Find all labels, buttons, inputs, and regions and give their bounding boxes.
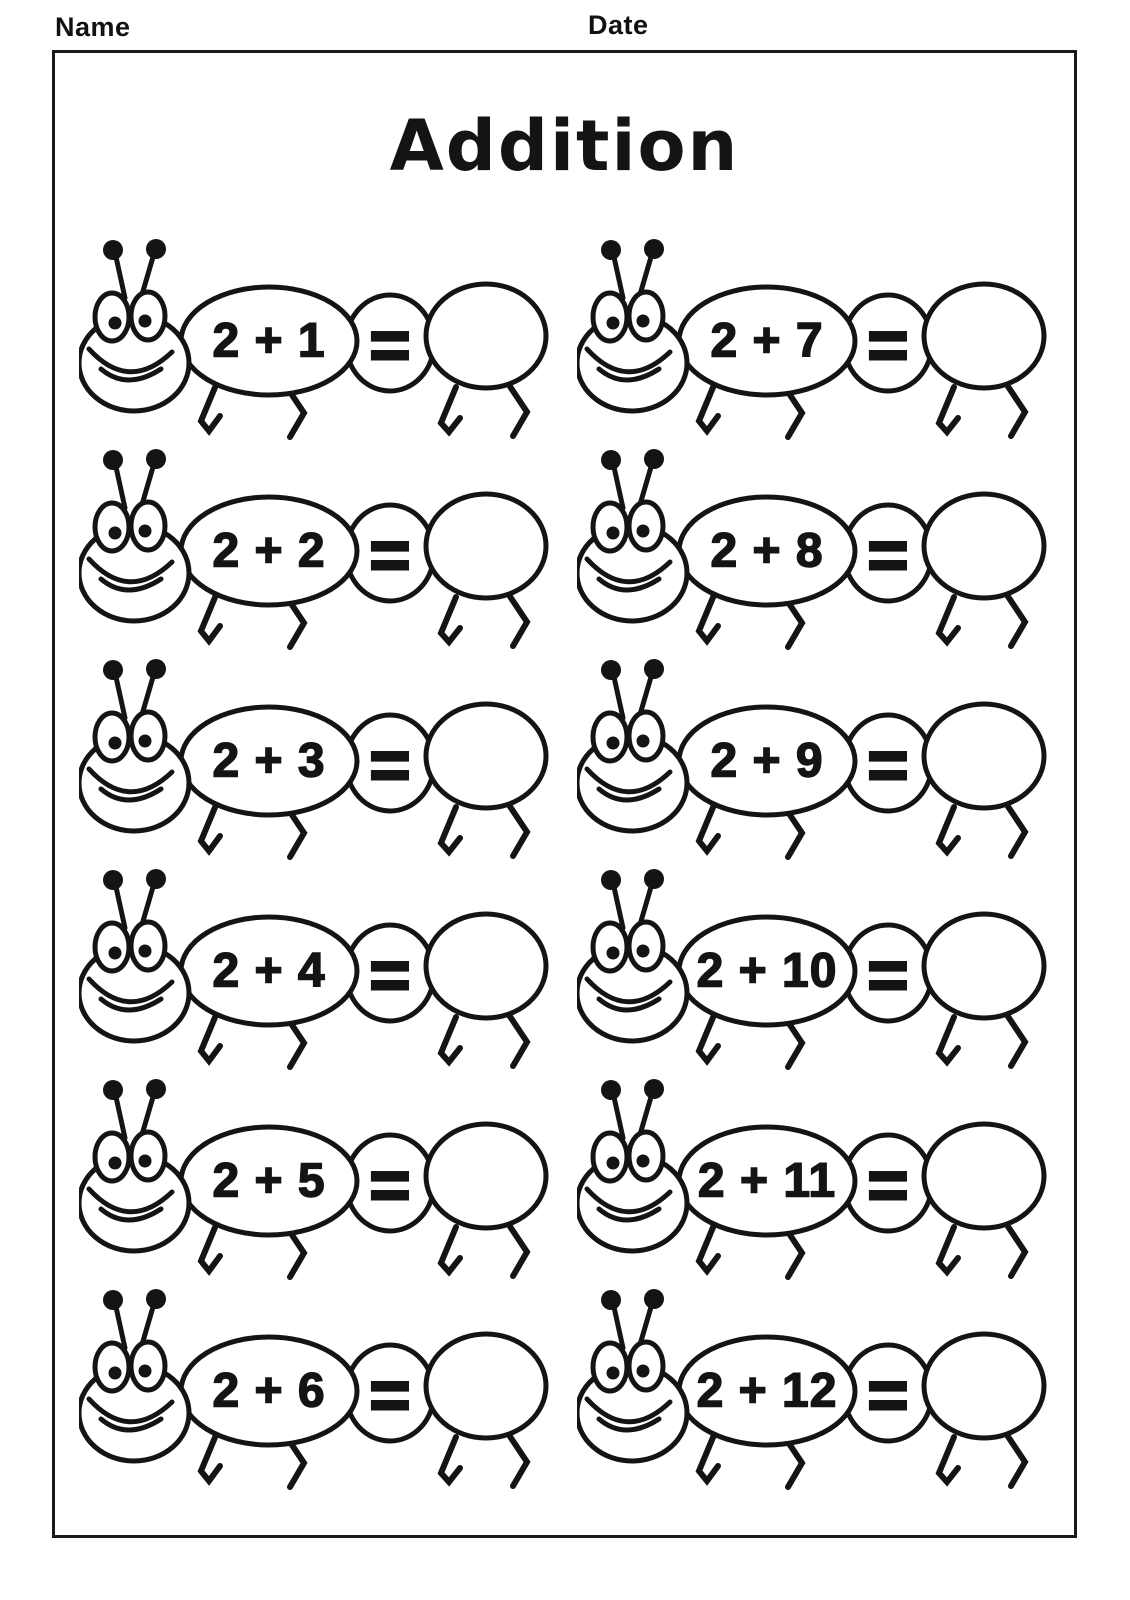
problem-expression: 2 + 9 [710, 734, 824, 788]
problem-expression: 2 + 11 [697, 1154, 837, 1208]
ant-bug [79, 445, 549, 650]
equals-sign: = [369, 936, 411, 1014]
problem-expression: 2 + 7 [710, 314, 824, 368]
problem-cell [577, 865, 1075, 1075]
problem-expression: 2 + 4 [212, 944, 326, 998]
name-label: Name [55, 12, 131, 42]
problem-cell [79, 655, 577, 865]
problem-cell [577, 445, 1075, 655]
ant-bug [577, 865, 1047, 1070]
problem-cell [79, 235, 577, 445]
problem-expression: 2 + 8 [710, 524, 824, 578]
ant-bug [79, 865, 549, 1070]
problem-cell [577, 235, 1075, 445]
date-label: Date [588, 10, 649, 40]
ant-bug [79, 235, 549, 440]
problem-expression: 2 + 12 [696, 1364, 838, 1418]
problem-cell [79, 1285, 577, 1495]
problem-cell [577, 1285, 1075, 1495]
equals-sign: = [369, 1356, 411, 1434]
equals-sign: = [369, 1146, 411, 1224]
problem-cell [577, 655, 1075, 865]
page-title: Addition [389, 105, 740, 187]
problem-expression: 2 + 5 [212, 1154, 326, 1208]
equals-sign: = [867, 936, 909, 1014]
equals-sign: = [867, 516, 909, 594]
equals-sign: = [867, 1356, 909, 1434]
worksheet-frame [52, 50, 1077, 1538]
problem-cell [577, 1075, 1075, 1285]
problem-cell [79, 1075, 577, 1285]
equals-sign: = [369, 726, 411, 804]
problems-grid [79, 235, 1075, 1495]
equals-sign: = [867, 726, 909, 804]
ant-bug [577, 445, 1047, 650]
problem-expression: 2 + 6 [212, 1364, 326, 1418]
ant-bug [577, 1285, 1047, 1490]
ant-bug [79, 1285, 549, 1490]
problem-expression: 2 + 2 [212, 524, 326, 578]
equals-sign: = [369, 306, 411, 384]
equals-sign: = [867, 306, 909, 384]
ant-bug [577, 1075, 1047, 1280]
problem-cell [79, 865, 577, 1075]
problem-expression: 2 + 10 [696, 944, 838, 998]
ant-bug [577, 655, 1047, 860]
problem-cell [79, 445, 577, 655]
ant-bug [79, 1075, 549, 1280]
equals-sign: = [369, 516, 411, 594]
equals-sign: = [867, 1146, 909, 1224]
problem-expression: 2 + 3 [212, 734, 326, 788]
problem-expression: 2 + 1 [212, 314, 326, 368]
ant-bug [577, 235, 1047, 440]
ant-bug [79, 655, 549, 860]
